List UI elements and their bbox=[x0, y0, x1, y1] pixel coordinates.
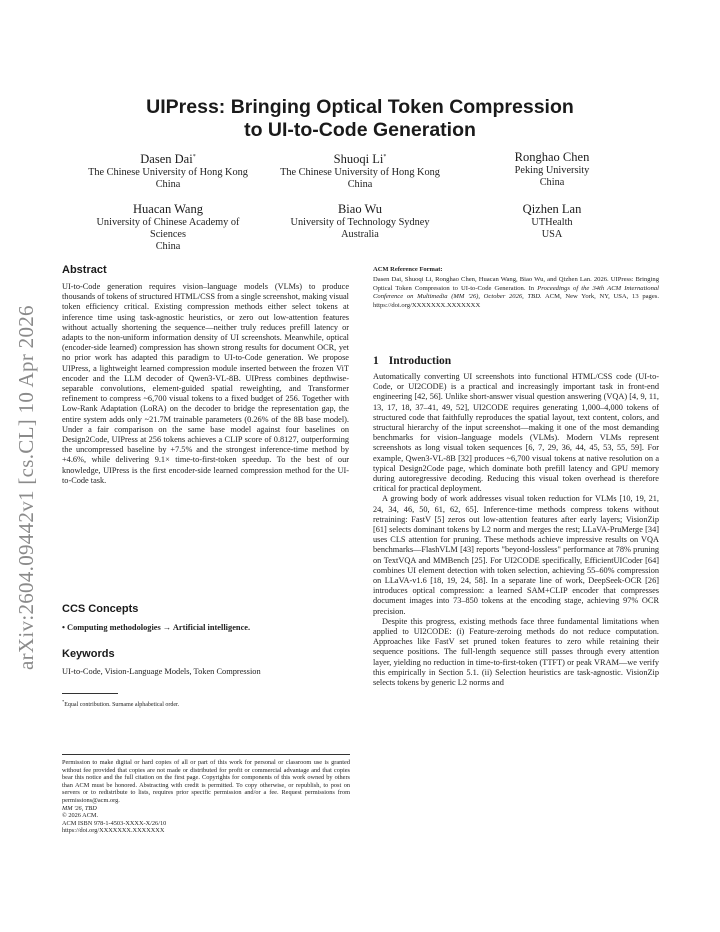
section-title: Introduction bbox=[388, 355, 452, 367]
abstract-body bbox=[62, 282, 349, 486]
author-block bbox=[456, 150, 648, 189]
author-country: Australia bbox=[341, 229, 379, 240]
permission-block bbox=[62, 759, 350, 835]
doi-link[interactable]: https://doi.org/XXXXXXX.XXXXXXX bbox=[62, 827, 165, 835]
intro-paragraph-1: Automatically converting UI screenshots into functional HTML/CSS code (UI-to-Code, or UI2CODE) is a practical and increasingly important task in front-end engineering [42, 56]. Unlike short-answer visual question answering (VQA) [4, 9, 11, 13, 17, 18, 37–41, 49, 52], UI2CODE requires generating 1,000–4,000 tokens of structured code that faithfully reproduces the spatial layout, text content, colors, and structural hierarchy of the input screenshot—making it one of the most demanding benchmarks for vision–language models (VLMs). Modern VLMs represent screenshots as long visual token sequences [6, 7, 29, 36, 44, 45, 53, 55, 59]. For example, Qwen3-VL-8B [32] produces ~6,700 visual tokens at native resolution on a typical Design2Code page, which dominate both prefill latency and GPU memory during autoregressive decoding. Reducing this visual token overhead is therefore critical for practical deployment. bbox=[373, 372, 659, 494]
reference-tail[interactable]: ACM, New York, NY, USA, 13 pages. https://doi.org/XXXXXXX.XXXXXXX bbox=[373, 293, 659, 309]
footnote-text: Equal contribution. Surname alphabetical order. bbox=[64, 702, 180, 708]
author-block bbox=[264, 150, 456, 191]
author-name: Huacan Wang bbox=[133, 202, 203, 216]
intro-paragraph-2: A growing body of work addresses visual token reduction for VLMs [10, 19, 21, 24, 34, 46, 50, 61, 62, 65]. Inference-time methods compress tokens without retraining: FastV [5] zeros out low-attention features after early layers; VisionZip [61] selects dominant tokens by L2 norm and merges the rest; LLaVA-PruMerge [34] uses CLS attention for pruning. These methods achieve impressive results on VQA benchmarks—FlashVLM [43] reports "beyond-lossless" performance at 78% pruning on TextVQA and MMBench [25]. For UI2CODE specifically, EfficientUICoder [64] combines UI element detection with token selection, achieving 55–60% compression on LLaVA-v1.6 [18, 19, 24, 58]. In a separate line of work, DeepSeek-OCR [26] introduces optical compression: a learned SAM+CLIP encoder that compresses document images into 73–850 tokens at the encoding stage, achieving 97% OCR precision. bbox=[373, 494, 659, 616]
author-block bbox=[264, 202, 456, 241]
keywords-text: UI-to-Code, Vision-Language Models, Token Compression bbox=[62, 667, 261, 676]
intro-paragraph-3: Despite this progress, existing methods face three fundamental limitations when applied to UI2CODE: (i) Feature-zeroing methods do not reduce computation. Approaches like FastV set pruned token features to zero while retaining their sequence positions. The full-length sequence still passes through every attention layer, yielding no reduction in time-to-first-token (TTFT) or peak VRAM—we verify this empirically in Section 5.1. (ii) Selection heuristics are task-agnostic. VisionZip selects tokens by generic L2 norms and bbox=[373, 616, 659, 688]
conference-short: MM '26, TBD bbox=[62, 804, 97, 812]
title-line-2: to UI-to-Code Generation bbox=[244, 119, 476, 141]
reference-format bbox=[373, 276, 659, 310]
introduction-heading bbox=[373, 355, 451, 367]
paper-title bbox=[60, 96, 660, 142]
arxiv-identifier[interactable]: arXiv:2604.09442v1 [cs.CL] 10 Apr 2026 bbox=[14, 305, 38, 670]
footnote-rule bbox=[62, 693, 118, 694]
introduction-body bbox=[373, 372, 659, 688]
ccs-concept-text: • Computing methodologies → Artificial intelligence. bbox=[62, 623, 251, 632]
author-country: China bbox=[539, 177, 565, 188]
reference-authors: Dasen Dai, Shuoqi Li, Ronghao Chen, Huacan Wang, Biao Wu, and Qizhen Lan. 2026. UIPress: Bringing Optical Token Compression to UI-to-Code Generation. In bbox=[373, 276, 659, 292]
permission-notice: Permission to make digital or hard copies of all or part of this work for personal or classroom use is granted without fee provided that copies are not made or distributed for profit or commercial advantage and that copies bear this notice and the full citation on the first page. Copyrights for components of this work owned by others than ACM must be honored. Abstracting with credit is permitted. To copy otherwise, or republish, to post on servers or to redistribute to lists, requires prior specific permission and/or a fee. Request permissions from permissions@acm.org. bbox=[62, 759, 350, 804]
author-name: Ronghao Chen bbox=[514, 150, 590, 164]
ccs-concepts bbox=[62, 623, 250, 632]
author-block bbox=[456, 202, 648, 241]
author-country: China bbox=[347, 179, 373, 191]
keywords-heading: Keywords bbox=[62, 648, 115, 660]
abstract-heading: Abstract bbox=[62, 264, 107, 276]
copyright-line: © 2026 ACM. bbox=[62, 812, 99, 820]
reference-venue: Proceedings of the 34th ACM International Conference on Multimedia (MM '26), October 2026, TBD. bbox=[373, 284, 659, 300]
author-affiliation: University of Chinese Academy of bbox=[96, 217, 240, 228]
author-name: Qizhen Lan bbox=[522, 202, 582, 216]
author-name: Dasen Dai bbox=[140, 152, 193, 167]
author-country: China bbox=[155, 179, 181, 191]
author-affiliation: University of Technology Sydney bbox=[290, 217, 430, 228]
author-name: Biao Wu bbox=[337, 202, 383, 216]
reference-format-heading: ACM Reference Format: bbox=[373, 266, 443, 273]
isbn-line: ACM ISBN 978-1-4503-XXXX-X/26/10 bbox=[62, 819, 167, 827]
author-block bbox=[72, 150, 264, 191]
author-affiliation: The Chinese University of Hong Kong bbox=[88, 167, 248, 179]
author-country: China bbox=[155, 241, 181, 252]
equal-contribution-mark: * bbox=[383, 154, 387, 160]
permission-rule bbox=[62, 754, 350, 755]
footnote-mark: * bbox=[62, 699, 65, 704]
section-number: 1 bbox=[373, 355, 379, 367]
abstract-text: UI-to-Code generation requires vision–language models (VLMs) to produce thousands of tokens of structured HTML/CSS from a single screenshot, making visual token efficiency critical. Existing compression methods either select tokens at inference time using task-agnostic heuristics, or zero out low-attention features without actually shortening the sequence—neither truly reduces prefill latency or adapts to the non-uniform information density of UI screenshots. Meanwhile, optical (encoder-side learned) compression has shown strong results for document OCR, yet no prior work has adapted this paradigm to UI-to-Code generation. We propose UIPress, a lightweight learned compression module inserted between the frozen ViT encoder and the LLM decoder of Qwen3-VL-8B. UIPress combines depthwise-separable convolutions, element-guided spatial reweighting, and Transformer refinement to compress ~6,700 visual tokens to a fixed budget of 256. Together with Low-Rank Adaptation (LoRA) on the decoder to bridge the representation gap, the entire system adds only ~21.7M trainable parameters (0.26% of the 8B base model). Under a fair comparison on the same base model against four baselines on Design2Code, UIPress at 256 tokens achieves a CLIP score of 0.8127, outperforming the uncompressed baseline by +7.5% and the strongest inference-time method by +4.6%, while delivering 9.1× time-to-first-token speedup. To the best of our knowledge, UIPress is the first encoder-side learned compression method for the UI-to-Code task. bbox=[62, 282, 349, 485]
author-affiliation: Peking University bbox=[514, 165, 590, 176]
author-block bbox=[72, 202, 264, 253]
author-affiliation-cont: Sciences bbox=[149, 229, 187, 240]
author-affiliation: UTHealth bbox=[531, 217, 573, 228]
equal-contribution-mark: * bbox=[192, 154, 196, 160]
title-line-1: UIPress: Bringing Optical Token Compression bbox=[146, 96, 574, 118]
author-country: USA bbox=[541, 229, 563, 240]
ccs-heading: CCS Concepts bbox=[62, 603, 139, 615]
author-name: Shuoqi Li bbox=[333, 152, 384, 167]
author-affiliation: The Chinese University of Hong Kong bbox=[280, 167, 440, 179]
footnote bbox=[62, 699, 179, 708]
